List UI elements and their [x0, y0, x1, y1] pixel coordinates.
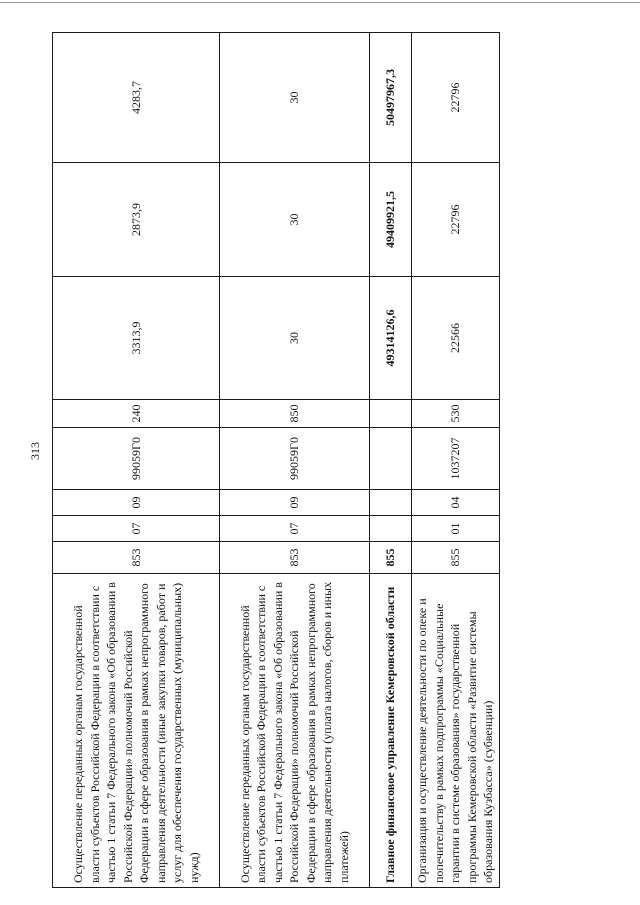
value-2019: 30: [220, 33, 370, 163]
row-name: Осуществление переданных органам государственной власти субъектов Российской Федерации в соответствии с частью 1 статьи 7 Федерального закона «Об образовании в Российской Федерации» полномочий Российской Федерации в сфере образования в рамках непрограммного направления деятельности (иные закупки товаров, работ и услуг для обеспечения государственных (муниципальных) нужд): [53, 574, 220, 888]
table-row: [412, 33, 500, 888]
section-code: [370, 516, 412, 542]
target-code: 99059Г0: [220, 428, 370, 490]
ministry-code: 853: [53, 542, 220, 574]
table-row: [53, 33, 220, 888]
expense-type-code: 850: [220, 400, 370, 428]
section-code: 07: [53, 516, 220, 542]
subsection-code: [370, 490, 412, 516]
row-name: Главное финансовое управление Кемеровской области: [370, 574, 412, 888]
value-2018: 2873,9: [53, 163, 220, 277]
value-2017: 3313,9: [53, 277, 220, 400]
section-code: 07: [220, 516, 370, 542]
subsection-code: 09: [53, 490, 220, 516]
value-2017: 49314126,6: [370, 277, 412, 400]
subsection-code: 09: [220, 490, 370, 516]
ministry-code: 855: [370, 542, 412, 574]
ministry-code: 855: [412, 542, 500, 574]
value-2018: 30: [220, 163, 370, 277]
value-2017: 22566: [412, 277, 500, 400]
table-wrapper: [52, 33, 495, 888]
top-rule: [0, 2, 640, 3]
subsection-code: 04: [412, 490, 500, 516]
table-row: [370, 33, 412, 888]
target-code: [370, 428, 412, 490]
table-row: [220, 33, 370, 888]
expense-type-code: 530: [412, 400, 500, 428]
value-2019: 4283,7: [53, 33, 220, 163]
value-2017: 30: [220, 277, 370, 400]
section-code: 01: [412, 516, 500, 542]
expense-type-code: 240: [53, 400, 220, 428]
expense-type-code: [370, 400, 412, 428]
ministry-code: 853: [220, 542, 370, 574]
target-code: 1037207: [412, 428, 500, 490]
value-2019: 22796: [412, 33, 500, 163]
row-name: Организация и осуществление деятельности по опеке и попечительству в рамках подпрограммы «Социальные гарантии в системе образования» государственной программы Кемеровской области «Развитие системы образования Кузбасса» (субвенции): [412, 574, 500, 888]
budget-table: [52, 32, 500, 888]
target-code: 99059Г0: [53, 428, 220, 490]
value-2018: 22796: [412, 163, 500, 277]
value-2019: 50497967,3: [370, 33, 412, 163]
row-name: Осуществление переданных органам государственной власти субъектов Российской Федерации в соответствии с частью 1 статьи 7 Федерального закона «Об образовании в Российской Федерации» полномочий Российской Федерации в сфере образования в рамках непрограммного направления деятельности (уплата налогов, сборов и иных платежей): [220, 574, 370, 888]
value-2018: 49409921,5: [370, 163, 412, 277]
page-number: 313: [28, 442, 42, 460]
